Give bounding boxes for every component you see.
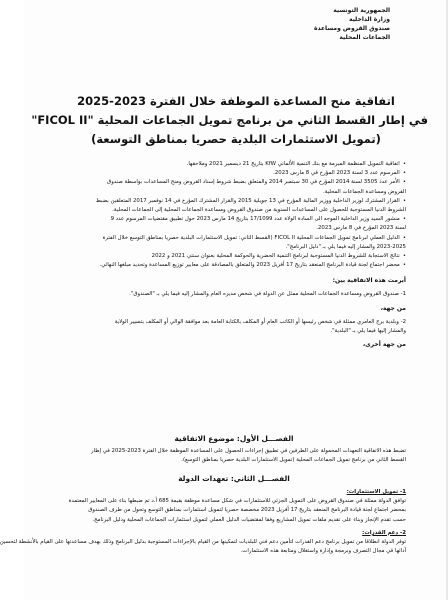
preamble-item: • محضر اجتماع لجنة قيادة البرنامج المنعقد بتاريخ 17 أفريل 2023 والمتعلق بالمصادقة على معايير توزيع المساعدة وتحديد مبلغها النهائي. (46, 261, 406, 270)
preamble-item: • منشور السيد وزير الداخلية الموجه الى السادة الولاة عدد 17/1099 بتاريخ 14 مارس 2023 حول تطبيق مقتضيات المرسوم عدد 9 (46, 215, 406, 224)
chapter-2-body (0, 488, 406, 556)
party-2-line-1: 2- وبلدية برج العامري ممثلة في شخص رئيسها أو الكاتب العام أو المكلف بالكتابة العامة بعد موافقة الوالي أو المكلف بتسيير الولاية (114, 318, 406, 325)
item-1-line: حسب تقدم الإنجاز وبناء على تقديم ملفات تمويل المشاريع وفقا لمقتضيات الدليل العملي لتمويل استثمارات الجماعات المحلية ودليل البرنامج. (92, 516, 406, 523)
from-one-side: من جهة، (380, 304, 406, 312)
letterhead-republic: الجمهورية التونسية (333, 7, 390, 14)
letterhead-ministry: وزارة الداخلية (348, 16, 390, 23)
preamble-item-cont: القروض ومساعدة الجماعات المحلية. (323, 188, 406, 195)
item-2-label: 2- دعم القدرات: (362, 529, 406, 536)
chapter-1-body (46, 447, 406, 465)
title-line-2: في إطار القسط الثاني من برنامج تمويل الجماعات المحلية "FICOL II" (31, 113, 428, 127)
preamble-item-cont: 2023-2025 والمشار إليه فيما يلي بـ "دليل البرنامج". (285, 243, 406, 250)
agreed-between-label: أبرمت هذه الاتفاقية بين: (332, 277, 406, 285)
party-1: 1- صندوق القروض ومساعدة الجماعات المحلية ممثل عن الدولة في شخص مديره العام والمشار إليه فيما يلي بـ "الصندوق". (129, 291, 406, 298)
preamble-item: • الدليل العملي لبرنامج تمويل الجماعات المحلية FICOL II (القسط الثاني: تمويل الاستثمارات البلدية حصريا بمناطق التوسع خلال الفترة (46, 234, 406, 243)
letterhead (240, 6, 390, 42)
preamble-item: • المرسوم عدد 3 لسنة 2023 المؤرخ في 8 مارس 2023. (46, 169, 406, 178)
party-2-line-2: والمشار إليها فيما يلي بـ "البلدية". (330, 327, 406, 334)
document-title (31, 92, 428, 149)
title-line-3: (تمويل الاستثمارات البلدية حصريا بمناطق التوسعة) (91, 132, 381, 146)
letterhead-fund-line2: الجماعات المحلية (339, 34, 390, 41)
chapter-1-line-2: القسط الثاني من برنامج تمويل الجماعات المحلية (تمويل الاستثمارات البلدية حصريا بمناطق التوسع). (181, 457, 406, 464)
item-1-line: بمحضر اجتماع لجنة قيادة البرنامج المنعقد بتاريخ 17 أفريل 2023 مخصصة حصريا لتمويل استثمارات بمناطق التوسع وتحول من طرف الصندوق (88, 507, 406, 514)
preamble-item: • نتائج الاستجابة للشروط الدنيا المستوجبة لبرنامج التنمية الحضرية والحوكمة المحلية بعنوان سنتي 2021 و 2022 (46, 252, 406, 261)
letterhead-fund-line1: صندوق القروض ومساعدة (313, 25, 390, 32)
preamble-item: • الأمر عدد 3505 لسنة 2014 المؤرخ في 30 سبتمبر 2014 والمتعلق بضبط شروط إسناد القروض ومنح المساعدات بواسطة صندوق (46, 178, 406, 187)
chapter-1-line-1: تضبط هذه الاتفاقية التعهدات المحمولة على الطرفين في تطبيق إجراءات الحصول على المساعدة الموظفة خلال الفترة 2023-2025 في إطار (91, 448, 406, 454)
preamble-item-cont: الشروط الدنيا المستوجبة للحصول على المساعدات السنوية من صندوق القروض ومساعدة الجماعات المحلية إلى الجماعات المحلية. (112, 207, 406, 214)
preamble-item: • اتفاقية التمويل المنظمة المبرمة مع بنك التنمية الألماني KfW بتاريخ 21 ديسمبر 2021 وملاحقها. (46, 160, 406, 169)
preamble-item: • القرار المشترك لوزير الداخلية ووزير المالية المؤرخ في 13 جويلية 2015 والقرار المشترك المؤرخ في 14 نوفمبر 2017 المتعلقين بضبط (46, 197, 406, 206)
title-line-1: اتفاقية منح المساعدة الموظفة خلال الفترة 2023-2025 (77, 94, 395, 108)
item-2-line: توفر الدولة انطلاقا من تمويل برنامج دعم القدرات لتأمين دعم فني للبلديات لتمكينها من القيام بالإجراءات المستوجبة بدليل البرنامج وذلك بهدف مساعدتها على القيام بالأنشطة لتحسين (0, 539, 406, 546)
from-other-side: من جهة أخرى، (362, 341, 406, 349)
preamble-section (46, 160, 406, 350)
item-2-line: آدائها في مجال التصرف وبرمجة وإدارة واستغلال ومتابعة هذه الاستثمارات. (240, 548, 406, 555)
chapter-1-title: الفصـــل الأول: موضوع الاتفاقية (174, 434, 294, 443)
item-1-label: 1- تمويل الاستثمارات: (346, 489, 406, 495)
item-1-line: توافق الدولة ممثلة في صندوق القروض على التمويل الجزئي للاستثمارات في شكل مساعدة موظفة بقيمة 685 أ.د تم ضبطها بناء على المعايير المعتمدة (68, 498, 406, 505)
chapter-2-title: الفصـــل الثاني: تعهدات الدولة (178, 474, 290, 483)
preamble-item-cont: لسنة 2023 المؤرخ في 8 مارس 2023. (316, 225, 406, 232)
